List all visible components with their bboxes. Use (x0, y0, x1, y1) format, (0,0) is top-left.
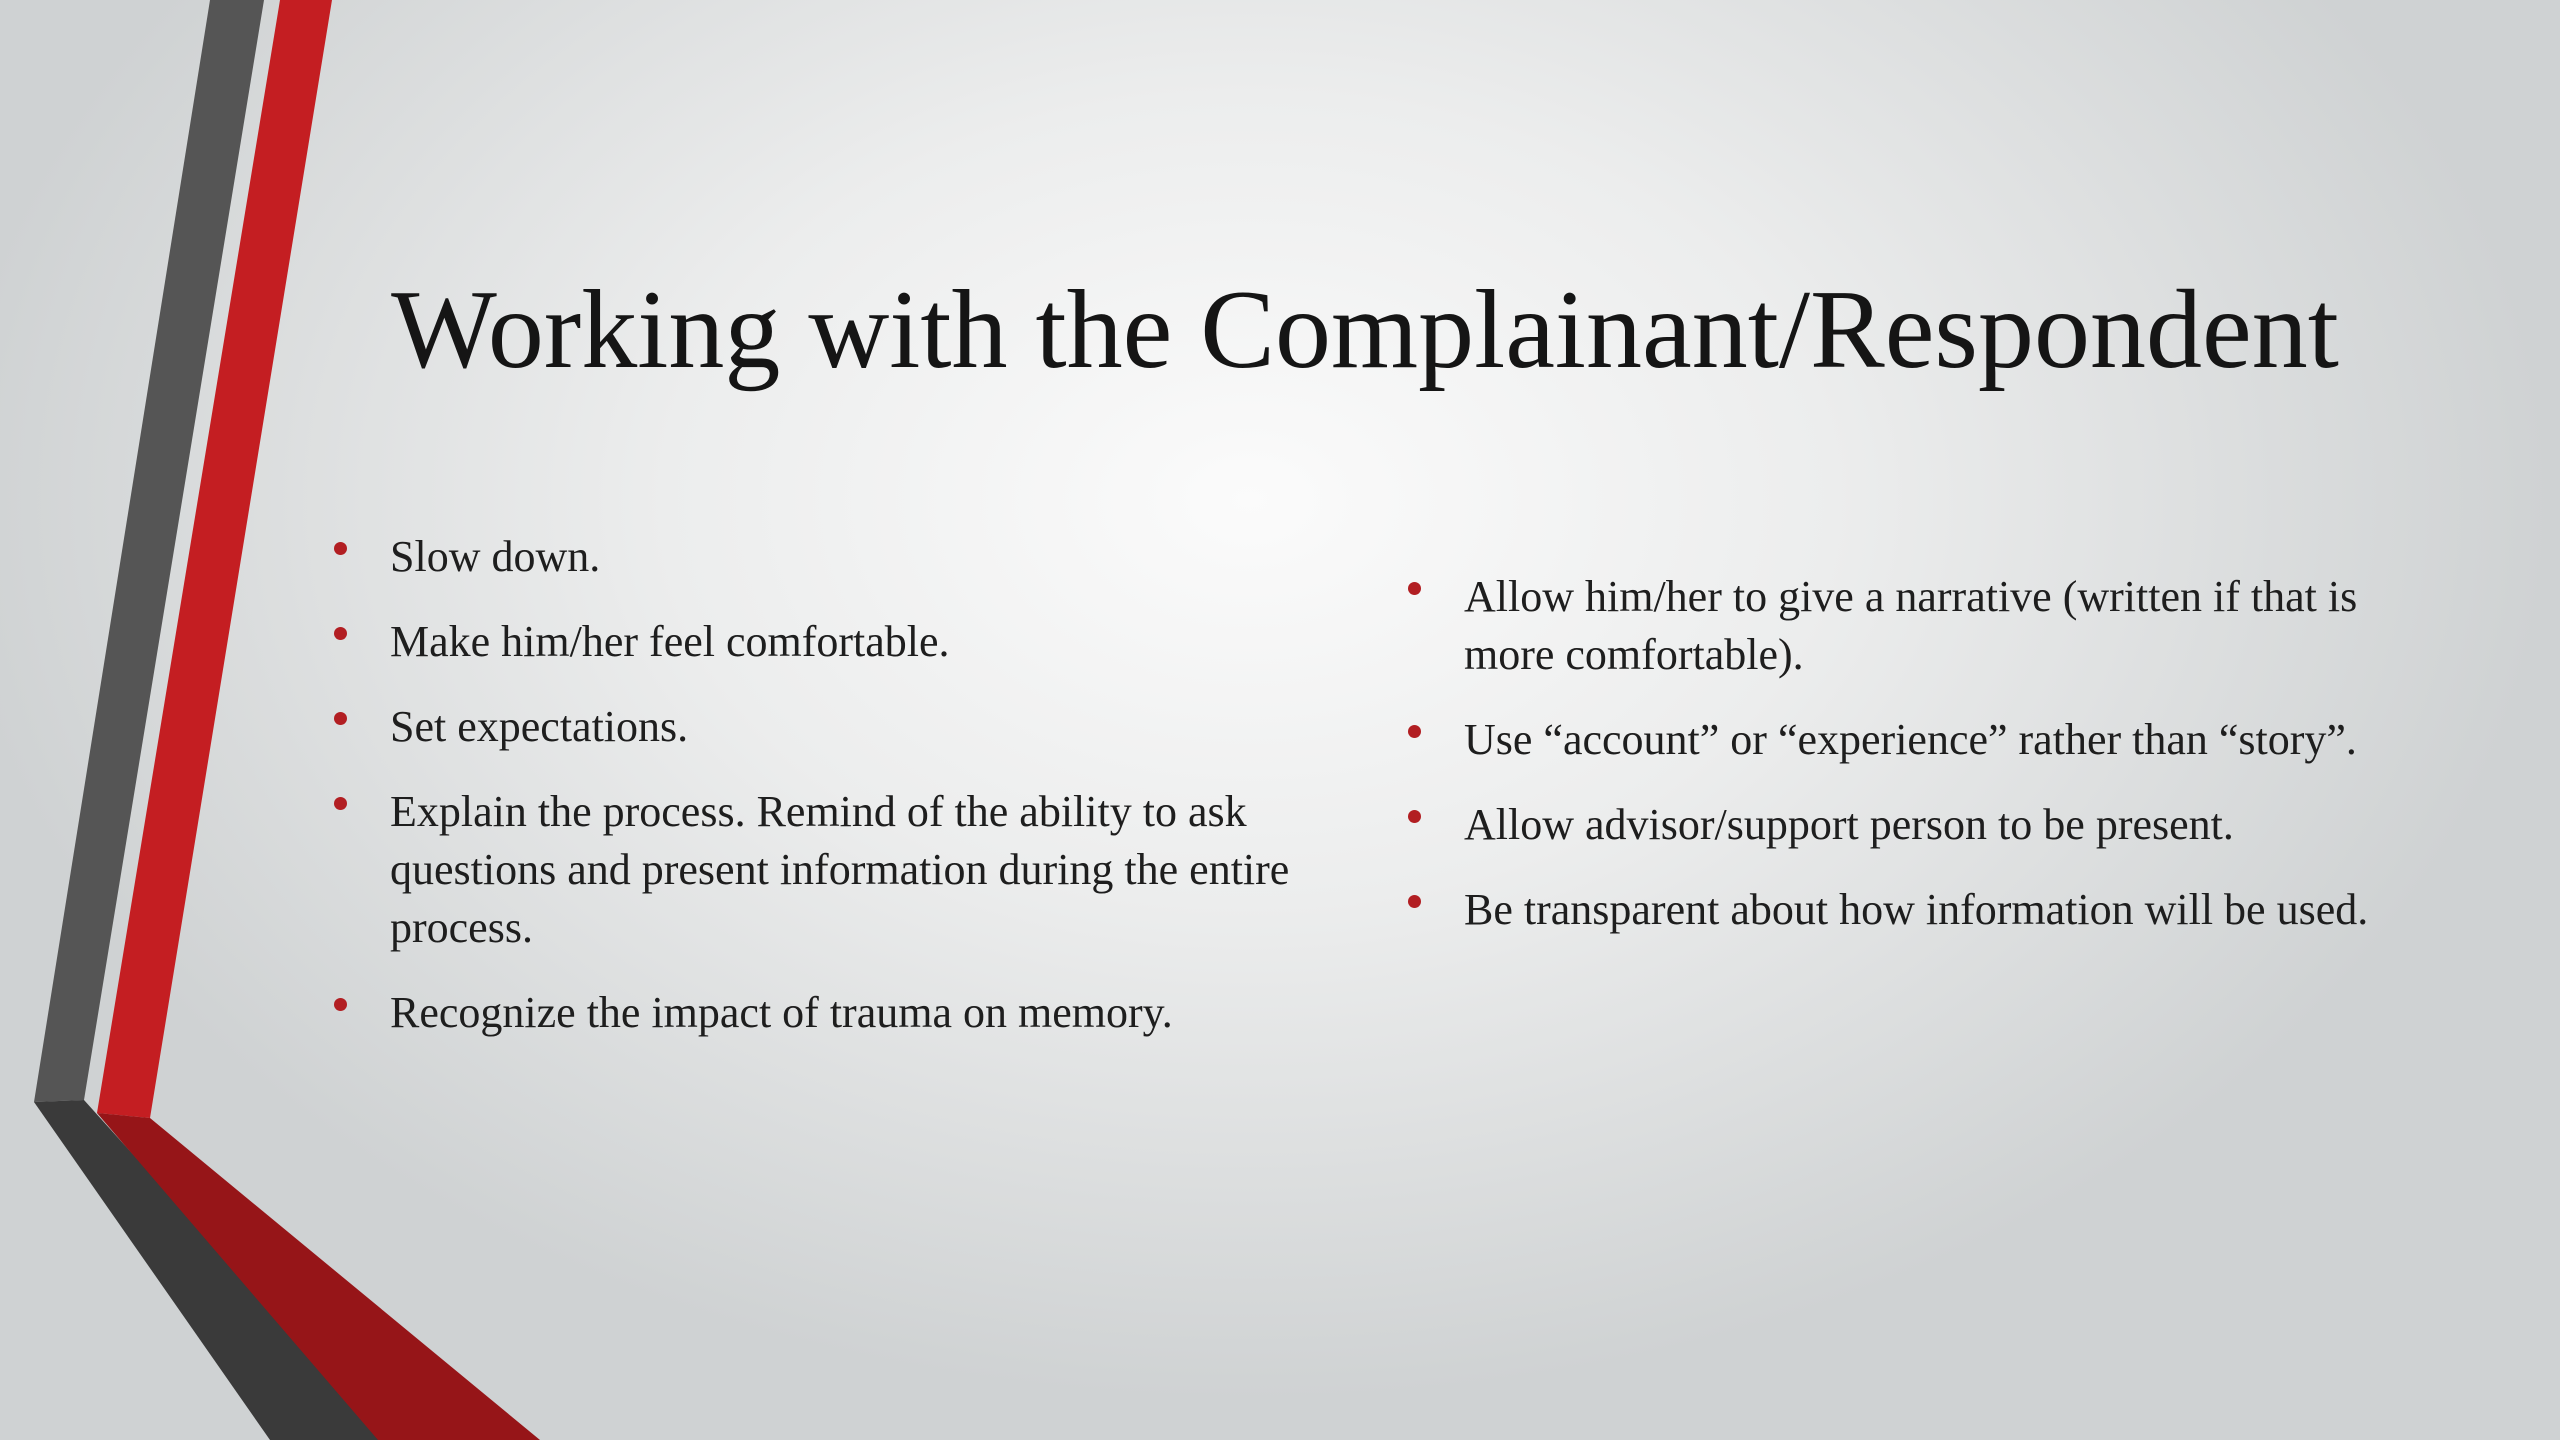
bullet-text: Allow him/her to give a narrative (written if that is more comfortable). (1464, 572, 2358, 679)
bullet-icon (1408, 895, 1421, 908)
bullet-text: Explain the process. Remind of the ability to ask questions and present information during the entire process. (390, 787, 1290, 952)
right-bullet-list (1404, 568, 2424, 966)
bullet-icon (1408, 582, 1421, 595)
list-item (330, 783, 1350, 957)
list-item (330, 698, 1350, 756)
bullet-icon (1408, 725, 1421, 738)
slide-title: Working with the Complainant/Respondent (391, 268, 2339, 392)
left-bullet-list (330, 528, 1350, 1069)
list-item (1404, 711, 2424, 769)
bullet-icon (334, 542, 347, 555)
bullet-icon (334, 998, 347, 1011)
list-item (1404, 796, 2424, 854)
list-item (1404, 881, 2424, 939)
bullet-icon (1408, 810, 1421, 823)
bullet-icon (334, 627, 347, 640)
bullet-icon (334, 797, 347, 810)
bullet-text: Slow down. (390, 532, 601, 581)
bullet-text: Use “account” or “experience” rather than “story”. (1464, 715, 2357, 764)
bullet-text: Set expectations. (390, 702, 689, 751)
list-item (1404, 568, 2424, 684)
bullet-text: Recognize the impact of trauma on memory. (390, 988, 1173, 1037)
bullet-icon (334, 712, 347, 725)
list-item (330, 984, 1350, 1042)
bullet-text: Allow advisor/support person to be present. (1464, 800, 2234, 849)
bullet-text: Make him/her feel comfortable. (390, 617, 950, 666)
bullet-text: Be transparent about how information will be used. (1464, 885, 2369, 934)
list-item (330, 613, 1350, 671)
list-item (330, 528, 1350, 586)
